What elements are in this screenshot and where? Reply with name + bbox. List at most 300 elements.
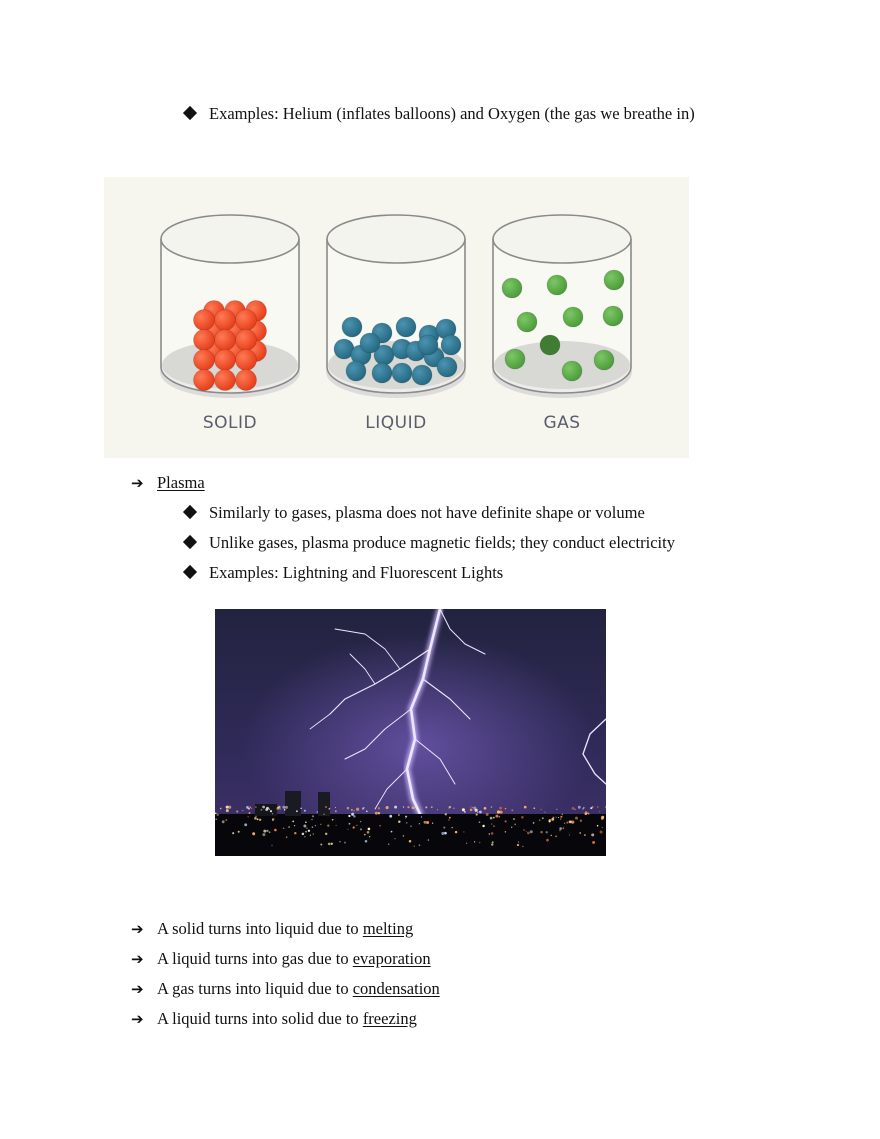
city-light	[360, 828, 362, 830]
city-light	[582, 808, 584, 810]
plasma-heading-item	[131, 473, 205, 493]
city-light	[331, 843, 333, 845]
plasma-heading: Plasma	[157, 473, 205, 492]
city-light	[344, 842, 346, 844]
city-light	[477, 812, 478, 813]
city-light	[387, 806, 388, 807]
city-light	[479, 811, 482, 814]
liquid-particle	[360, 333, 380, 353]
city-light	[482, 825, 484, 827]
city-light	[591, 833, 594, 836]
states-of-matter-image	[104, 177, 689, 458]
city-light	[403, 835, 404, 836]
city-light	[499, 816, 501, 818]
city-light	[284, 809, 286, 811]
city-light	[555, 835, 557, 837]
city-light	[262, 833, 265, 836]
city-light	[517, 844, 519, 846]
plasma-bullet	[185, 533, 675, 553]
liquid-particle	[437, 357, 457, 377]
city-light	[285, 806, 288, 809]
city-light	[332, 819, 334, 821]
city-light	[366, 810, 368, 812]
solid-label: SOLID	[202, 413, 258, 433]
city-light	[466, 843, 467, 844]
city-light	[552, 817, 554, 819]
city-light	[463, 831, 464, 832]
city-light	[356, 808, 359, 811]
city-light	[317, 811, 319, 813]
diamond-bullet-icon	[183, 565, 197, 579]
city-light	[542, 817, 544, 819]
gas-particle	[594, 350, 614, 370]
city-light	[403, 806, 404, 807]
city-light	[412, 806, 415, 809]
city-light	[490, 817, 493, 820]
city-light	[585, 813, 588, 816]
solid-particle	[236, 330, 257, 351]
city-light	[303, 825, 306, 828]
city-light	[601, 816, 604, 819]
city-light	[310, 835, 311, 836]
right-arrow-icon: ➔	[131, 950, 144, 968]
city-light	[539, 820, 540, 821]
city-light	[292, 821, 294, 823]
liquid-particle	[342, 317, 362, 337]
city-light	[556, 809, 557, 810]
city-light	[398, 820, 400, 822]
gas-particle	[547, 275, 567, 295]
city-light	[226, 809, 229, 812]
city-light	[313, 833, 315, 835]
city-light	[415, 806, 417, 808]
city-light	[559, 830, 560, 831]
solid-particle	[236, 310, 257, 331]
city-light	[394, 838, 395, 839]
city-light	[518, 841, 519, 842]
city-light	[492, 841, 494, 843]
city-light	[499, 807, 502, 810]
city-light	[574, 809, 575, 810]
city-light	[305, 831, 307, 833]
city-light	[271, 845, 272, 846]
city-light	[524, 806, 527, 809]
city-light	[348, 815, 350, 817]
city-light	[405, 818, 406, 819]
city-light	[476, 814, 478, 816]
city-light	[311, 819, 312, 820]
city-light	[236, 810, 238, 812]
city-light	[560, 816, 562, 818]
transition-text: A solid turns into liquid due to	[157, 919, 363, 938]
city-light	[484, 807, 487, 810]
city-light	[419, 823, 420, 824]
city-light	[252, 832, 255, 835]
city-light	[514, 824, 515, 825]
city-light	[304, 810, 306, 812]
solid-particle	[194, 350, 215, 371]
city-light	[470, 809, 473, 812]
city-light	[265, 808, 268, 811]
city-light	[312, 826, 314, 828]
city-light	[242, 810, 243, 811]
liquid-particle	[441, 335, 461, 355]
lightning-photo	[215, 609, 606, 856]
lightning-svg	[215, 609, 606, 856]
solid-particle	[236, 350, 257, 371]
city-light	[410, 826, 411, 827]
solid-particle	[215, 310, 236, 331]
city-light	[540, 831, 543, 834]
solid-particle	[194, 370, 215, 391]
city-light	[493, 825, 495, 827]
city-light	[351, 809, 353, 811]
city-light	[559, 827, 562, 830]
diamond-bullet-icon	[183, 535, 197, 549]
city-light	[339, 841, 340, 842]
plasma-bullet	[185, 563, 503, 583]
city-light	[473, 807, 476, 810]
plasma-bullet-text: Similarly to gases, plasma does not have definite shape or volume	[209, 503, 645, 522]
city-light	[220, 808, 222, 810]
city-light	[599, 811, 600, 812]
transition-term: melting	[362, 919, 414, 938]
city-light	[379, 825, 381, 827]
city-light	[448, 808, 449, 809]
solid-particle	[215, 350, 236, 371]
city-light	[328, 808, 329, 809]
city-light	[432, 822, 433, 823]
city-light	[448, 819, 449, 820]
city-light	[513, 818, 515, 820]
city-light	[347, 829, 348, 830]
diamond-bullet-icon	[183, 106, 197, 120]
city-light	[269, 809, 270, 810]
city-light	[375, 812, 378, 815]
city-light	[437, 809, 438, 810]
city-light	[320, 844, 322, 846]
city-light	[428, 839, 430, 841]
city-light	[491, 824, 492, 825]
city-light	[424, 821, 427, 824]
city-light	[367, 831, 370, 834]
city-light	[249, 812, 251, 814]
city-light	[296, 810, 298, 812]
city-light	[569, 834, 570, 835]
city-light	[378, 807, 380, 809]
city-light	[575, 817, 578, 820]
city-light	[462, 808, 465, 811]
city-light	[255, 816, 257, 818]
city-light	[579, 832, 581, 834]
city-light	[306, 828, 307, 829]
city-light	[464, 811, 466, 813]
gas-particle	[540, 335, 560, 355]
city-light	[546, 839, 549, 842]
city-light	[445, 813, 447, 815]
gas-particle	[563, 307, 583, 327]
city-light	[406, 822, 407, 823]
right-arrow-icon: ➔	[131, 920, 144, 938]
city-light	[491, 832, 494, 835]
city-light	[263, 830, 266, 833]
city-light	[356, 825, 357, 826]
city-light	[526, 831, 527, 832]
city-light	[549, 820, 551, 822]
city-light	[405, 816, 407, 818]
city-light	[444, 832, 447, 835]
city-light	[556, 817, 557, 818]
right-arrow-icon: ➔	[131, 474, 144, 492]
city-light	[527, 832, 530, 835]
city-light	[472, 807, 473, 808]
city-light	[474, 841, 475, 842]
city-light	[365, 840, 368, 843]
city-light	[421, 816, 422, 817]
city-light	[523, 829, 525, 831]
city-light	[320, 824, 321, 825]
city-light	[294, 832, 296, 834]
city-light	[353, 815, 355, 817]
city-light	[300, 808, 302, 810]
city-light	[225, 819, 227, 821]
city-light	[305, 821, 307, 823]
city-light	[511, 827, 512, 828]
city-light	[244, 823, 247, 826]
gas-example-bullet	[185, 104, 695, 124]
city-light	[325, 833, 327, 835]
gas-particle	[562, 361, 582, 381]
city-light	[217, 814, 219, 816]
city-light	[398, 814, 400, 816]
city-light	[312, 815, 314, 817]
states-of-matter-svg	[104, 177, 689, 458]
city-light	[368, 828, 371, 831]
city-light	[238, 831, 240, 833]
city-light	[451, 827, 452, 828]
city-light	[560, 818, 562, 820]
city-light	[597, 825, 599, 827]
gas-jar	[492, 215, 632, 398]
city-light	[259, 819, 261, 821]
city-light	[414, 846, 415, 847]
city-light	[470, 806, 471, 807]
city-light	[592, 841, 595, 844]
diamond-bullet-icon	[183, 505, 197, 519]
city-light	[602, 827, 603, 828]
city-light	[493, 817, 495, 819]
city-light	[360, 821, 362, 823]
transition-item	[131, 1009, 417, 1029]
solid-jar	[160, 215, 300, 398]
city-light	[364, 834, 366, 836]
plasma-bullet-text: Examples: Lightning and Fluorescent Lights	[209, 563, 504, 582]
city-light	[443, 827, 445, 829]
city-light	[257, 818, 259, 820]
city-light	[572, 807, 575, 810]
liquid-particle	[412, 365, 432, 385]
city-light	[449, 817, 451, 819]
city-light	[533, 822, 535, 824]
city-light	[409, 840, 412, 843]
city-light	[349, 823, 351, 825]
gas-particle	[502, 278, 522, 298]
city-light	[497, 810, 500, 813]
city-light	[394, 806, 397, 809]
city-light	[558, 817, 559, 818]
transition-text: A liquid turns into gas due to	[157, 949, 353, 968]
transition-item	[131, 949, 431, 969]
liquid-particle	[418, 335, 438, 355]
city-light	[486, 813, 489, 816]
city-light	[495, 815, 498, 818]
liquid-jar	[326, 215, 466, 398]
liquid-particle	[392, 363, 412, 383]
city-light	[353, 826, 355, 828]
city-light	[308, 830, 310, 832]
city-light	[362, 808, 364, 810]
plasma-bullet	[185, 503, 645, 523]
city-light	[521, 816, 524, 819]
gas-example-text: Examples: Helium (inflates balloons) and Oxygen (the gas we breathe in)	[209, 104, 695, 123]
city-light	[540, 809, 541, 810]
city-light	[286, 836, 288, 838]
transition-item	[131, 979, 440, 999]
city-light	[551, 835, 552, 836]
liquid-particle	[372, 363, 392, 383]
plasma-bullet-text: Unlike gases, plasma produce magnetic fields; they conduct electricity	[209, 533, 675, 552]
city-light	[479, 842, 480, 843]
city-light	[505, 808, 507, 810]
city-light	[270, 810, 272, 812]
city-light	[489, 833, 490, 834]
city-light	[323, 814, 325, 816]
liquid-particle	[396, 317, 416, 337]
city-light	[605, 806, 606, 807]
gas-particle	[517, 312, 537, 332]
city-light	[441, 832, 444, 835]
city-light	[425, 806, 427, 808]
city-light	[505, 820, 507, 822]
city-light	[600, 830, 603, 833]
city-light	[533, 807, 535, 809]
city-light	[419, 844, 421, 846]
city-light	[279, 808, 280, 809]
city-light	[578, 806, 581, 809]
right-arrow-icon: ➔	[131, 980, 144, 998]
gas-particle	[603, 306, 623, 326]
city-light	[389, 815, 392, 818]
city-light	[288, 826, 290, 828]
city-light	[378, 812, 380, 814]
transition-term: evaporation	[352, 949, 431, 968]
city-light	[325, 806, 327, 808]
solid-particle	[215, 370, 236, 391]
city-light	[335, 807, 336, 808]
transition-item	[131, 919, 413, 939]
city-light	[251, 808, 252, 809]
city-light	[222, 820, 225, 823]
city-light	[255, 806, 256, 807]
solid-particle	[194, 330, 215, 351]
city-light	[272, 819, 274, 821]
city-light	[228, 806, 231, 809]
city-light	[407, 806, 409, 808]
city-light	[282, 806, 285, 809]
city-light	[584, 834, 586, 836]
city-light	[388, 843, 389, 844]
city-light	[315, 825, 316, 826]
transition-text: A gas turns into liquid due to	[157, 979, 353, 998]
city-light	[328, 843, 331, 846]
city-light	[455, 831, 457, 833]
gas-particle	[505, 349, 525, 369]
city-light	[569, 820, 572, 823]
city-light	[505, 831, 506, 832]
city-light	[544, 812, 545, 813]
city-light	[248, 816, 249, 817]
city-light	[562, 827, 564, 829]
city-light	[580, 820, 582, 822]
solid-particle	[215, 330, 236, 351]
city-light	[566, 822, 568, 824]
liquid-label: LIQUID	[365, 413, 427, 433]
city-light	[546, 831, 548, 833]
right-arrow-icon: ➔	[131, 1010, 144, 1028]
city-light	[590, 807, 592, 809]
solid-particle	[236, 370, 257, 391]
city-light	[562, 814, 564, 816]
city-light	[426, 821, 429, 824]
city-light	[302, 833, 305, 836]
city-light	[274, 829, 277, 832]
city-light	[336, 825, 337, 826]
transition-term: freezing	[362, 1009, 417, 1028]
city-light	[511, 809, 513, 811]
city-light	[353, 810, 355, 812]
city-light	[335, 810, 337, 812]
city-light	[249, 806, 251, 808]
city-light	[261, 809, 263, 811]
city-light	[597, 806, 598, 807]
city-light	[369, 836, 370, 837]
city-light	[269, 831, 271, 833]
city-light	[347, 807, 350, 810]
city-light	[431, 806, 433, 808]
transition-term: condensation	[352, 979, 440, 998]
city-light	[491, 806, 493, 808]
city-light	[522, 846, 523, 847]
city-light	[453, 808, 455, 810]
city-light	[272, 813, 273, 814]
transition-text: A liquid turns into solid due to	[157, 1009, 363, 1028]
city-light	[327, 825, 329, 827]
city-light	[266, 830, 268, 832]
city-light	[530, 830, 533, 833]
city-light	[246, 806, 249, 809]
gas-label: GAS	[543, 413, 581, 433]
city-light	[391, 831, 393, 833]
city-light	[491, 843, 493, 845]
city-light	[215, 818, 217, 820]
city-light	[418, 810, 419, 811]
city-light	[564, 823, 565, 824]
city-light	[294, 825, 295, 826]
city-light	[588, 813, 590, 815]
city-light	[276, 807, 279, 810]
city-light	[386, 806, 389, 809]
city-light	[304, 836, 305, 837]
